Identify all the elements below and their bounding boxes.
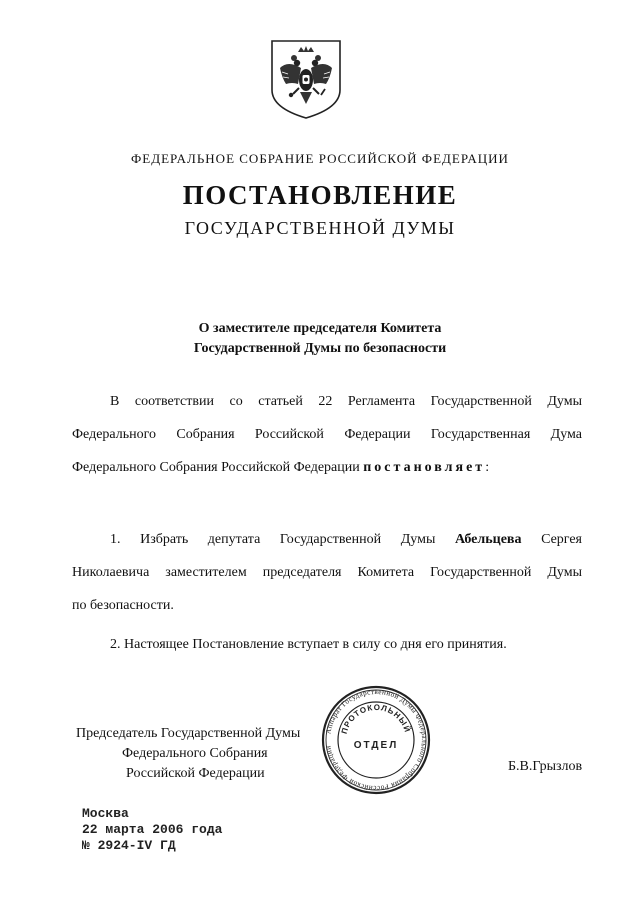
item-1-pre: 1. Избрать депутата Государственной Думы bbox=[110, 532, 436, 547]
signer-name: Б.В.Грызлов bbox=[508, 759, 583, 774]
signatory-title bbox=[76, 724, 300, 784]
issue-details bbox=[82, 806, 222, 854]
preamble-line-3-text: Федерального Собрания Российской Федерации bbox=[72, 460, 360, 475]
subject-line-1: О заместителе председателя Комитета bbox=[198, 321, 442, 336]
preamble-paragraph bbox=[72, 385, 582, 484]
parliament-name: ФЕДЕРАЛЬНОЕ СОБРАНИЕ РОССИЙСКОЙ ФЕДЕРАЦИИ bbox=[131, 151, 509, 166]
official-stamp bbox=[320, 684, 432, 796]
document-issuer: ГОСУДАРСТВЕННОЙ ДУМЫ bbox=[184, 218, 456, 238]
document-type-title: ПОСТАНОВЛЕНИЕ bbox=[182, 180, 458, 210]
item-1-line-3: по безопасности. bbox=[72, 598, 174, 613]
document-subject bbox=[0, 319, 640, 359]
stamp-inner-text: ПРОТОКОЛЬНЫЙ bbox=[339, 702, 413, 735]
resolves-keyword: постановляет bbox=[363, 460, 486, 475]
preamble-line-3 bbox=[72, 451, 582, 484]
stamp-center-text: ОТДЕЛ bbox=[353, 740, 399, 751]
issue-city: Москва bbox=[82, 806, 129, 821]
item-1-line-2: Николаевича заместителем председателя Комитета Государственной Думы bbox=[72, 565, 582, 580]
signatory-title-line-1: Председатель Государственной Думы bbox=[76, 726, 301, 741]
resolution-item-1 bbox=[72, 523, 582, 622]
preamble-line-2: Федерального Собрания Российской Федерации Государственная Дума bbox=[72, 427, 582, 442]
deputy-surname: Абельцева bbox=[454, 532, 522, 547]
item-1-line-1 bbox=[72, 523, 582, 556]
issue-date: 22 марта 2006 года bbox=[82, 822, 223, 837]
preamble-colon: : bbox=[485, 460, 490, 475]
subject-line-2: Государственной Думы по безопасности bbox=[193, 341, 447, 356]
preamble-line-1: В соответствии со статьей 22 Регламента Государственной Думы bbox=[110, 394, 582, 409]
stamp-outer-text: Аппарат Государственной Думы Федерального Собрания Российской Федерации bbox=[324, 687, 429, 793]
item-2-line: 2. Настоящее Постановление вступает в силу со дня его принятия. bbox=[110, 637, 507, 652]
coat-of-arms-icon bbox=[268, 38, 344, 120]
document-number: № 2924-IV ГД bbox=[82, 838, 176, 853]
signatory-title-line-2: Федерального Собрания bbox=[122, 746, 268, 761]
signatory-title-line-3: Российской Федерации bbox=[126, 766, 265, 781]
resolution-item-2 bbox=[72, 628, 582, 661]
item-1-post: Сергея bbox=[541, 532, 582, 547]
